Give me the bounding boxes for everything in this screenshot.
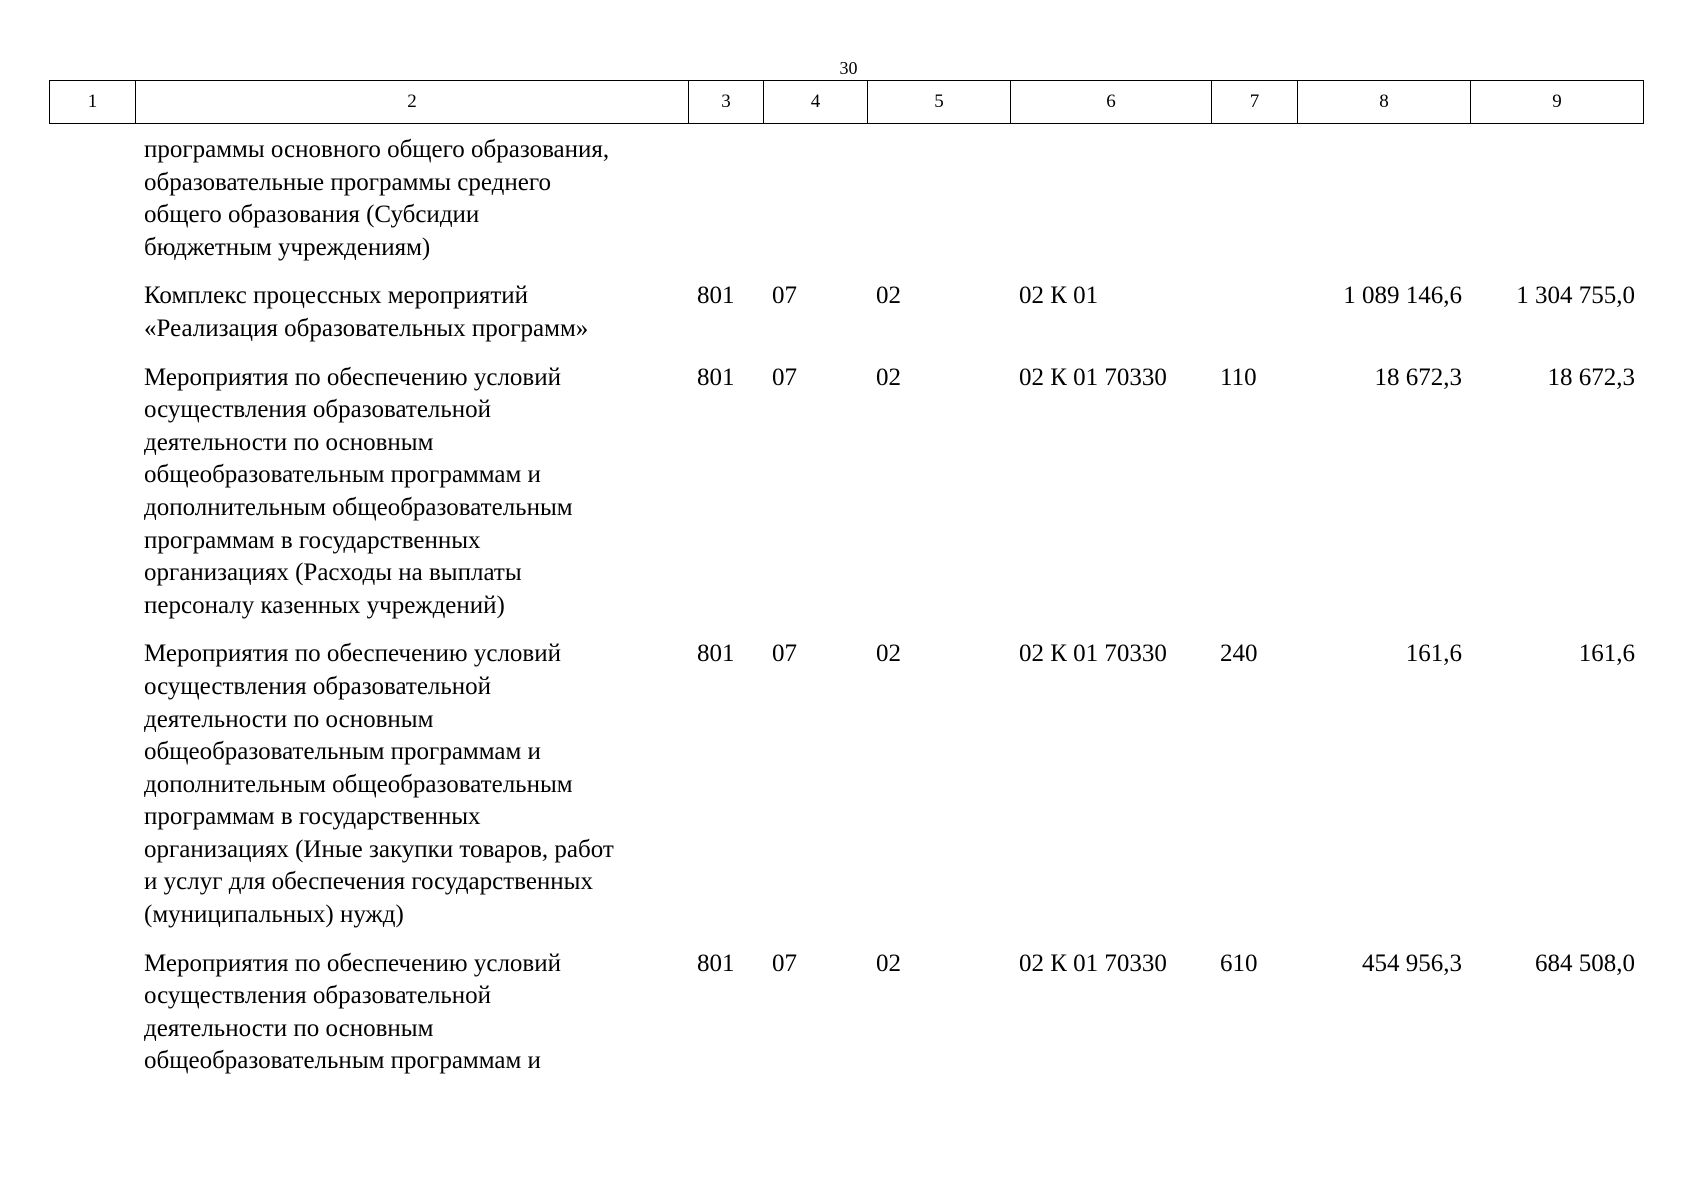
cell-col-4: 07 [772,282,797,310]
cell-col-7 [1211,280,1297,361]
header-col-7: 7 [1212,81,1298,124]
item-name: Мероприятия по обеспечению условий осуществления образовательной деятельности по основным общеобразовательным программам и дополнительным общеобразовательным программам в государственных организациях (Иные закупки товаров, работ и услуг для обеспечения государственных (муниципальных) нужд) [144,640,614,929]
cell-col-5: 02 [876,949,901,977]
page-number: 30 [839,58,858,78]
item-name: Мероприятия по обеспечению условий осуществления образовательной деятельности по основным общеобразовательным программам и [144,949,561,1075]
table-row [49,280,1643,361]
header-col-2: 2 [136,81,689,124]
cell-col-3: 801 [697,949,735,977]
cell-col-3: 801 [697,282,735,310]
cell-col-9: 161,6 [1578,640,1635,668]
header-col-9: 9 [1471,81,1644,124]
table-row [49,362,1643,639]
cell-col-7: 110 [1220,363,1257,391]
cell-col-6: 02 К 01 70330 [1019,640,1167,668]
cell-col-8: 1 089 146,6 [1343,282,1462,310]
cell-col-5: 02 [876,282,901,310]
cell-col-3 [688,134,763,280]
cell-col-6 [1010,134,1211,280]
cell-col-7: 240 [1220,640,1258,668]
cell-col-9: 684 508,0 [1535,949,1635,977]
cell-col-9: 1 304 755,0 [1516,282,1635,310]
header-col-1: 1 [50,81,136,124]
cell-col-3: 801 [697,363,735,391]
budget-table [49,134,1643,1094]
cell-col-4: 07 [772,363,797,391]
cell-col-7 [1211,134,1297,280]
cell-col-5: 02 [876,640,901,668]
cell-col-8 [1297,134,1470,280]
item-name: программы основного общего образования, образовательные программы среднего общего образования (Субсидии бюджетным учреждениям) [144,136,610,261]
table-row [49,134,1643,280]
cell-col-4: 07 [772,949,797,977]
table-row [49,948,1643,1094]
header-col-6: 6 [1011,81,1212,124]
header-col-8: 8 [1298,81,1471,124]
cell-col-8: 161,6 [1405,640,1462,668]
cell-col-9 [1470,134,1643,280]
cell-col-9: 18 672,3 [1547,363,1635,391]
cell-col-5: 02 [876,363,901,391]
cell-col-6: 02 К 01 70330 [1019,363,1167,391]
cell-col-7: 610 [1220,949,1258,977]
cell-col-4 [763,134,867,280]
header-col-4: 4 [764,81,868,124]
item-name: Комплекс процессных мероприятий «Реализация образовательных программ» [144,282,589,342]
cell-col-6: 02 К 01 70330 [1019,949,1167,977]
cell-col-8: 454 956,3 [1362,949,1462,977]
cell-col-8: 18 672,3 [1374,363,1462,391]
cell-col-4: 07 [772,640,797,668]
cell-col-3: 801 [697,640,735,668]
cell-col-6: 02 К 01 [1019,282,1099,310]
item-name: Мероприятия по обеспечению условий осуществления образовательной деятельности по основным общеобразовательным программам и дополнительным общеобразовательным программам в государственных организациях (Расходы на выплаты персоналу казенных учреждений) [144,363,573,619]
header-col-5: 5 [868,81,1011,124]
header-col-3: 3 [689,81,764,124]
header-row [50,81,1644,124]
column-number-header [49,80,1644,124]
table-row [49,638,1643,947]
cell-col-5 [867,134,1010,280]
table-body [49,134,1643,1094]
